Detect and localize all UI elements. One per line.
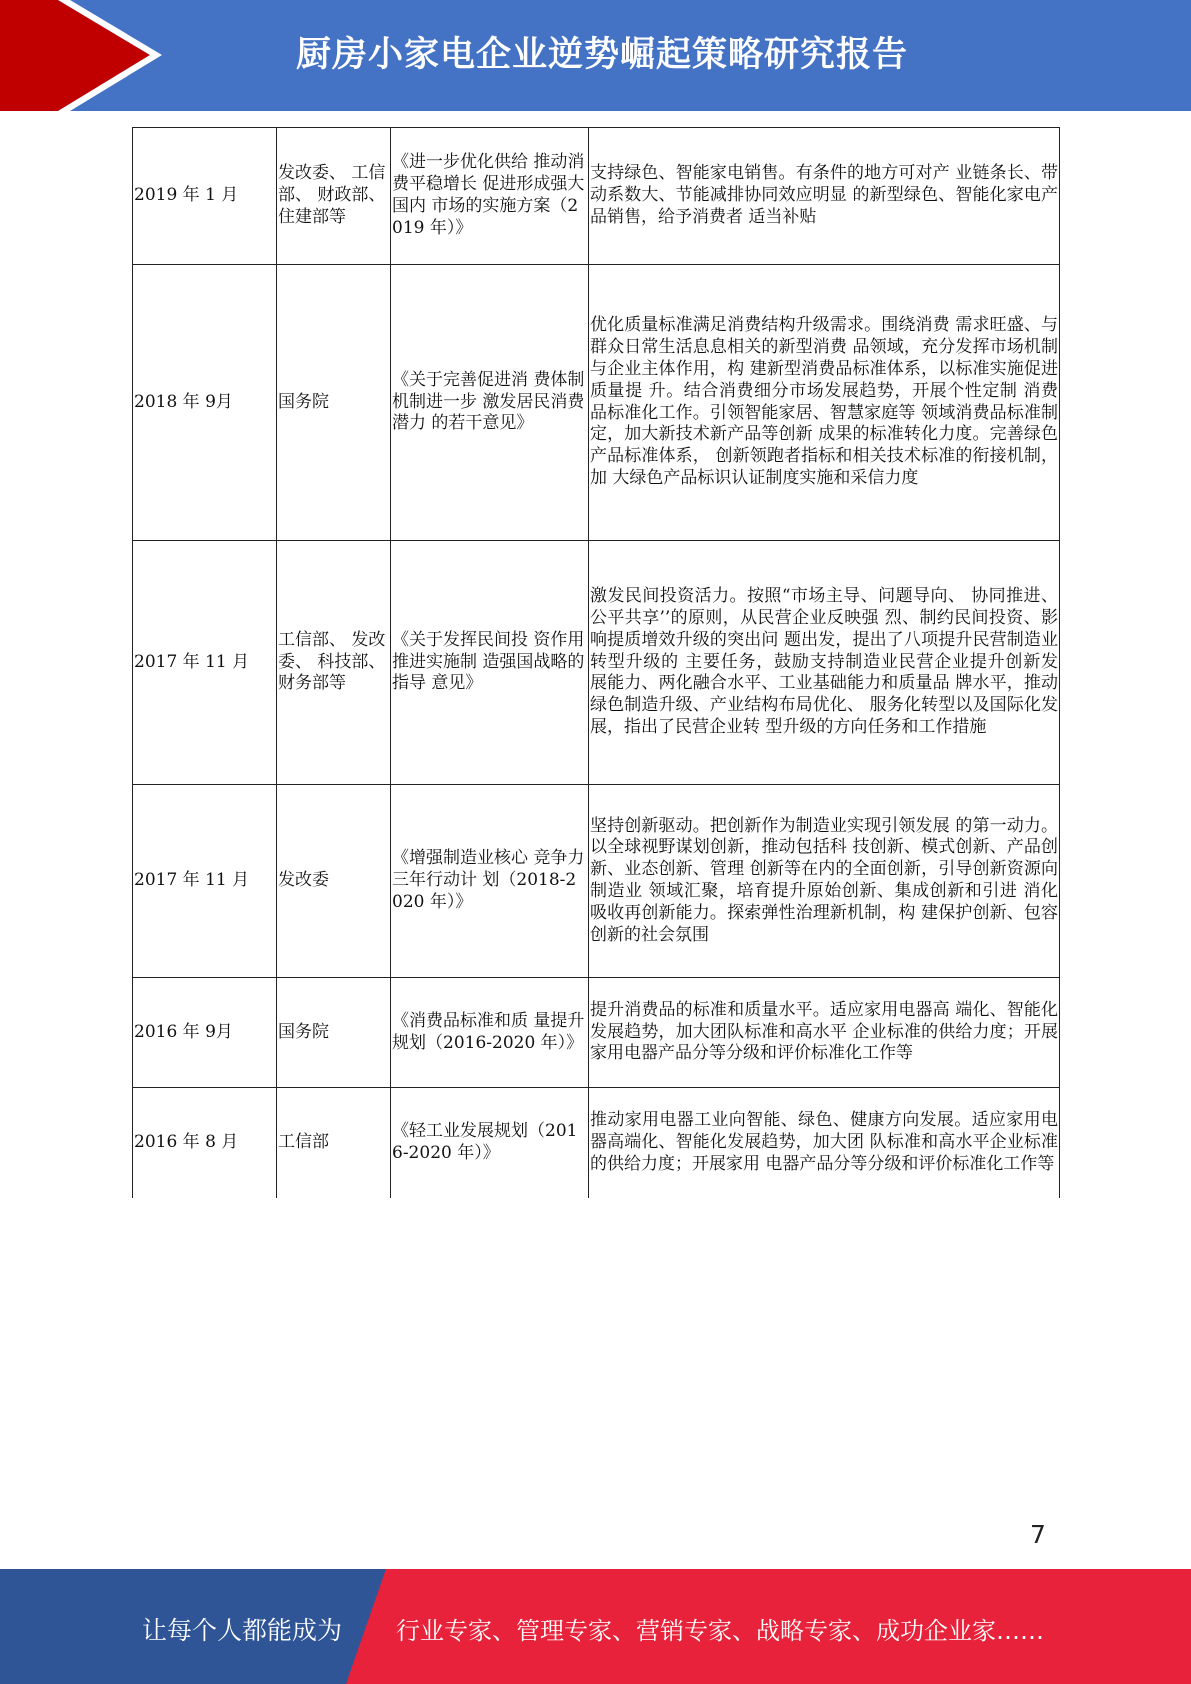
policy-description: 提升消费品的标准和质量水平。适应家用电器高 端化、智能化发展趋势，加大团队标准和高水平 企业标准的供给力度；开展家用电器产品分等分级和评价标准化工作等 <box>589 978 1060 1088</box>
policy-department: 工信部、 发改委、 科技部、 财务部等 <box>277 541 391 785</box>
table-row <box>133 785 1060 978</box>
table-row <box>133 541 1060 785</box>
policy-document: 《进一步优化供给 推动消费平稳增长 促进形成强大国内 市场的实施方案（2019 年）》 <box>391 128 589 265</box>
table-row <box>133 1088 1060 1198</box>
footer-slogan-right: 行业专家、管理专家、营销专家、战略专家、成功企业家…… <box>396 1617 1044 1645</box>
report-footer <box>0 1569 1191 1684</box>
policy-description: 激发民间投资活力。按照“市场主导、问题导向、 协同推进、公平共享’’的原则，从民营企业反映强 烈、制约民间投资、影响提质增效升级的突出问 题出发，提出了八项提升民营制造业转型升级的 主要任务，鼓励支持制造业民营企业提升创新发 展能力、两化融合水平、工业基础能力和质量品 牌水平，推动绿色制造升级、产业结构布局优化、 服务化转型以及国际化发展，指出了民营企业转 型升级的方向任务和工作措施 <box>589 541 1060 785</box>
policy-document: 《轻工业发展规划（2016-2020 年）》 <box>391 1088 589 1198</box>
policy-document: 《关于完善促进消 费体制机制进一步 激发居民消费潜力 的若干意见》 <box>391 265 589 541</box>
policy-date: 2018 年 9月 <box>133 265 277 541</box>
policy-department: 国务院 <box>277 265 391 541</box>
policy-document: 《增强制造业核心 竞争力三年行动计 划（2018-2020 年）》 <box>391 785 589 978</box>
policy-table <box>132 127 1060 1198</box>
report-header <box>0 0 1191 111</box>
table-row <box>133 265 1060 541</box>
policy-description: 优化质量标准满足消费结构升级需求。围绕消费 需求旺盛、与群众日常生活息息相关的新型消费 品领域，充分发挥市场机制与企业主体作用，构 建新型消费品标准体系，以标准实施促进质量提 升。结合消费细分市场发展趋势，开展个性定制 消费品标准化工作。引领智能家居、智慧家庭等 领域消费品标准制定，加大新技术新产品等创新 成果的标准转化力度。完善绿色产品标准体系， 创新领跑者指标和相关技术标准的衔接机制，加 大绿色产品标识认证制度实施和采信力度 <box>589 265 1060 541</box>
policy-date: 2017 年 11 月 <box>133 785 277 978</box>
policy-date: 2017 年 11 月 <box>133 541 277 785</box>
policy-date: 2016 年 9月 <box>133 978 277 1088</box>
policy-department: 工信部 <box>277 1088 391 1198</box>
policy-date: 2019 年 1 月 <box>133 128 277 265</box>
page-number: 7 <box>1030 1520 1046 1549</box>
policy-description: 推动家用电器工业向智能、绿色、健康方向发展。适应家用电器高端化、智能化发展趋势，加大团 队标准和高水平企业标准的供给力度；开展家用 电器产品分等分级和评价标准化工作等 <box>589 1088 1060 1198</box>
policy-department: 发改委 <box>277 785 391 978</box>
table-row <box>133 128 1060 265</box>
policy-department: 国务院 <box>277 978 391 1088</box>
footer-slogan-left: 让每个人都能成为 <box>142 1616 343 1645</box>
policy-department: 发改委、 工信部、 财政部、 住建部等 <box>277 128 391 265</box>
policy-document: 《消费品标准和质 量提升规划（2016-2020 年）》 <box>391 978 589 1088</box>
policy-description: 支持绿色、智能家电销售。有条件的地方可对产 业链条长、带动系数大、节能减排协同效应明显 的新型绿色、智能化家电产品销售，给予消费者 适当补贴 <box>589 128 1060 265</box>
report-title: 厨房小家电企业逆势崛起策略研究报告 <box>296 35 909 75</box>
table-row <box>133 978 1060 1088</box>
policy-description: 坚持创新驱动。把创新作为制造业实现引领发展 的第一动力。以全球视野谋划创新，推动包括科 技创新、模式创新、产品创新、业态创新、管理 创新等在内的全面创新，引导创新资源向制造业 领域汇聚，培育提升原始创新、集成创新和引进 消化吸收再创新能力。探索弹性治理新机制，构 建保护创新、包容创新的社会氛围 <box>589 785 1060 978</box>
policy-date: 2016 年 8 月 <box>133 1088 277 1198</box>
policy-document: 《关于发挥民间投 资作用推进实施制 造强国战略的指导 意见》 <box>391 541 589 785</box>
